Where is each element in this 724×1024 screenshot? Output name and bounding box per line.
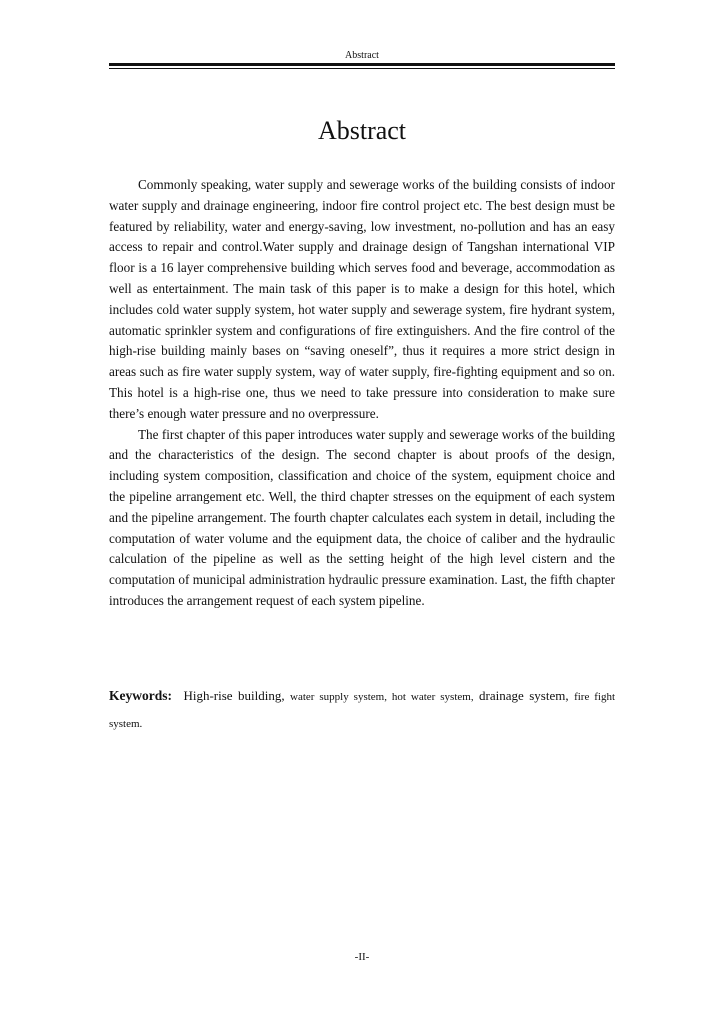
- page-title: Abstract: [317, 116, 407, 145]
- header-rule-thin: [109, 68, 615, 69]
- keyword-item: drainage system,: [479, 688, 569, 703]
- keyword-item: water supply system, hot water system,: [290, 691, 474, 703]
- keywords-section: [109, 683, 615, 737]
- abstract-paragraph-1: Commonly speaking, water supply and sewerage works of the building consists of indoor water supply and drainage engineering, indoor fire control project etc. The best design must be featured by reliability, water and energy-saving, low investment, no-pollution and has an easy access to repair and control.Water supply and drainage design of Tangshan international VIP floor is a 16 layer comprehensive building which serves food and beverage, accommodation as well as entertainment. The main task of this paper is to make a design for this hotel, which includes cold water supply system, hot water supply and sewerage system, fire hydrant system, automatic sprinkler system and configurations of fire extinguishers. And the fire control of the high-rise building mainly bases on “saving oneself”, thus it requires a more strict design in areas such as fire water supply system, way of water supply, fire-fighting equipment and so on. This hotel is a high-rise one, thus we need to take pressure into consideration to make sure there’s enough water pressure and no overpressure.: [109, 177, 615, 421]
- keywords-label: Keywords:: [109, 688, 172, 703]
- keyword-item: fire fight system.: [109, 691, 616, 730]
- keyword-item: High-rise building,: [183, 688, 285, 703]
- abstract-paragraph-2: The first chapter of this paper introduces water supply and sewerage works of the building and the characteristics of the design. The second chapter is about proofs of the design, including system composition, classification and choice of the system, equipment choice and the pipeline arrangement etc. Well, the third chapter stresses on the equipment of each system and the pipeline arrangement. The fourth chapter calculates each system in detail, including the computation of water volume and the equipment data, the choice of caliber and the hydraulic calculation of the pipeline as well as the setting height of the high level cistern and the computation of municipal administration hydraulic pressure examination. Last, the fifth chapter introduces the arrangement request of each system pipeline.: [109, 426, 615, 608]
- page-number: -II-: [354, 951, 370, 963]
- running-header: Abstract: [345, 50, 379, 61]
- abstract-body: [109, 175, 615, 612]
- header-rule-thick: [109, 63, 615, 66]
